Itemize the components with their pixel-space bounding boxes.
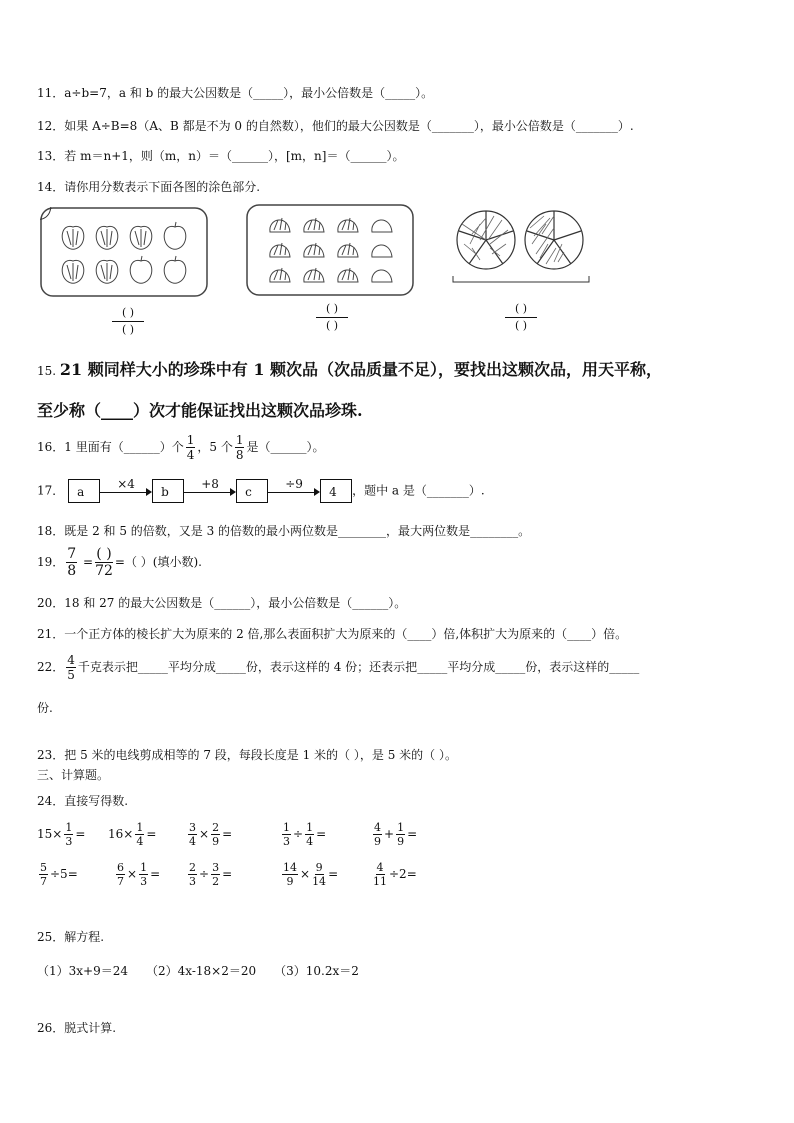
circles-figure (450, 204, 592, 300)
q17-tail: ，题中 a 是（_______）. (352, 483, 485, 498)
question-13: 13．若 m＝n+1，则（m，n）＝（______），[m，n]＝（______）。 (37, 149, 405, 163)
question-22-line2: 份. (37, 701, 53, 715)
question-23: 23．把 5 米的电线剪成相等的 7 段，每段长度是 1 米的（ ），是 5 米的（ ）。 (37, 748, 457, 762)
question-19: 19． $\frac{7}{8}$ = $\frac{( )}{72}$ =（ ）(填小数). (37, 546, 202, 579)
fraction: $\frac{1}{8}$ (235, 433, 244, 462)
blank-denominator: ( ) (325, 319, 339, 332)
q16-text-c: 是（______）。 (246, 440, 325, 454)
calc-item: 15× $\frac{1}{3}$ = (37, 821, 86, 848)
calc-item: $\frac{4}{11}$ ÷2= (373, 861, 417, 888)
blank-numerator: ( ) (121, 306, 135, 319)
calc-item: $\frac{1}{3}$ ÷ $\frac{1}{4}$ = (283, 821, 327, 848)
q22-text: 千克表示把_____平均分成_____份，表示这样的 4 份；还表示把_____平均分成_____份，表示这样的_____ (77, 660, 640, 674)
question-25-equations: （1）3x+9＝24 （2）4x-18×2＝20 （3）10.2x＝2 (37, 964, 359, 978)
q19-tail: =（ ）(填小数). (114, 555, 202, 569)
question-17 (37, 479, 485, 503)
flow-arrow-1: ×4 (100, 479, 152, 503)
calc-item: 16× $\frac{1}{4}$ = (108, 821, 157, 848)
fraction: $\frac{7}{8}$ (67, 546, 77, 579)
fraction: $\frac{( )}{72}$ (95, 546, 113, 579)
q15-text: 21 颗同样大小的珍珠中有 1 颗次品（次品质量不足），要找出这颗次品，用天平称， (59, 360, 663, 379)
calc-item: $\frac{3}{4}$ × $\frac{2}{9}$ = (189, 821, 233, 848)
q16-text-b: ，5 个 (197, 440, 233, 454)
fraction: $\frac{1}{4}$ (186, 433, 195, 462)
blank-denominator: ( ) (121, 323, 135, 336)
question-24: 24．直接写得数. (37, 794, 129, 808)
flow-box-b: b (152, 479, 184, 503)
blank-denominator: ( ) (514, 319, 528, 332)
blank-numerator: ( ) (325, 302, 339, 315)
q17-number: 17． (37, 483, 65, 498)
flow-box-a: a (68, 479, 100, 503)
q15-number: 15. (37, 364, 57, 378)
calc-item: $\frac{4}{9}$ + $\frac{1}{9}$ = (374, 821, 418, 848)
fraction-blank-3[interactable] (501, 302, 541, 333)
calc-item: $\frac{2}{3}$ ÷ $\frac{3}{2}$ = (189, 861, 233, 888)
q19-number: 19． (37, 555, 65, 569)
peaches-figure (246, 204, 416, 298)
fraction: $\frac{4}{5}$ (67, 653, 75, 682)
fraction-blank-1[interactable] (108, 306, 148, 337)
question-26: 26．脱式计算. (37, 1021, 117, 1035)
question-11: 11．a÷b=7，a 和 b 的最大公因数是（_____），最小公倍数是（_____）。 (37, 86, 434, 100)
question-25: 25．解方程. (37, 930, 105, 944)
question-15-line1 (37, 357, 662, 380)
q22-number: 22． (37, 660, 65, 674)
section-3-title: 三、计算题。 (37, 768, 110, 782)
question-20: 20．18 和 27 的最大公因数是（______），最小公倍数是（______）。 (37, 596, 407, 610)
flow-box-c: c (236, 479, 268, 503)
flow-box-result: 4 (320, 479, 352, 503)
flow-arrow-2: +8 (184, 479, 236, 503)
calc-item: $\frac{14}{9}$ × $\frac{9}{14}$ = (283, 861, 339, 888)
fraction-blank-2[interactable] (312, 302, 352, 333)
blank-numerator: ( ) (514, 302, 528, 315)
question-14: 14．请你用分数表示下面各图的涂色部分. (37, 180, 261, 194)
question-16 (37, 434, 324, 461)
apples-figure (40, 207, 210, 299)
calc-item: $\frac{5}{7}$ ÷5= (40, 861, 78, 888)
flow-arrow-3: ÷9 (268, 479, 320, 503)
question-15-line2: 至少称（____）次才能保证找出这颗次品珍珠. (37, 401, 363, 420)
calc-item: $\frac{6}{7}$ × $\frac{1}{3}$ = (117, 861, 161, 888)
q16-text-a: 16．1 里面有（______）个 (37, 440, 184, 454)
question-22 (37, 654, 639, 681)
question-12: 12．如果 A÷B=8（A、B 都是不为 0 的自然数），他们的最大公因数是（_______），最小公倍数是（_______）. (37, 119, 634, 133)
question-21: 21．一个正方体的棱长扩大为原来的 2 倍,那么表面积扩大为原来的（____）倍,体积扩大为原来的（____）倍。 (37, 627, 628, 641)
question-18: 18．既是 2 和 5 的倍数，又是 3 的倍数的最小两位数是________，最大两位数是________。 (37, 524, 531, 538)
